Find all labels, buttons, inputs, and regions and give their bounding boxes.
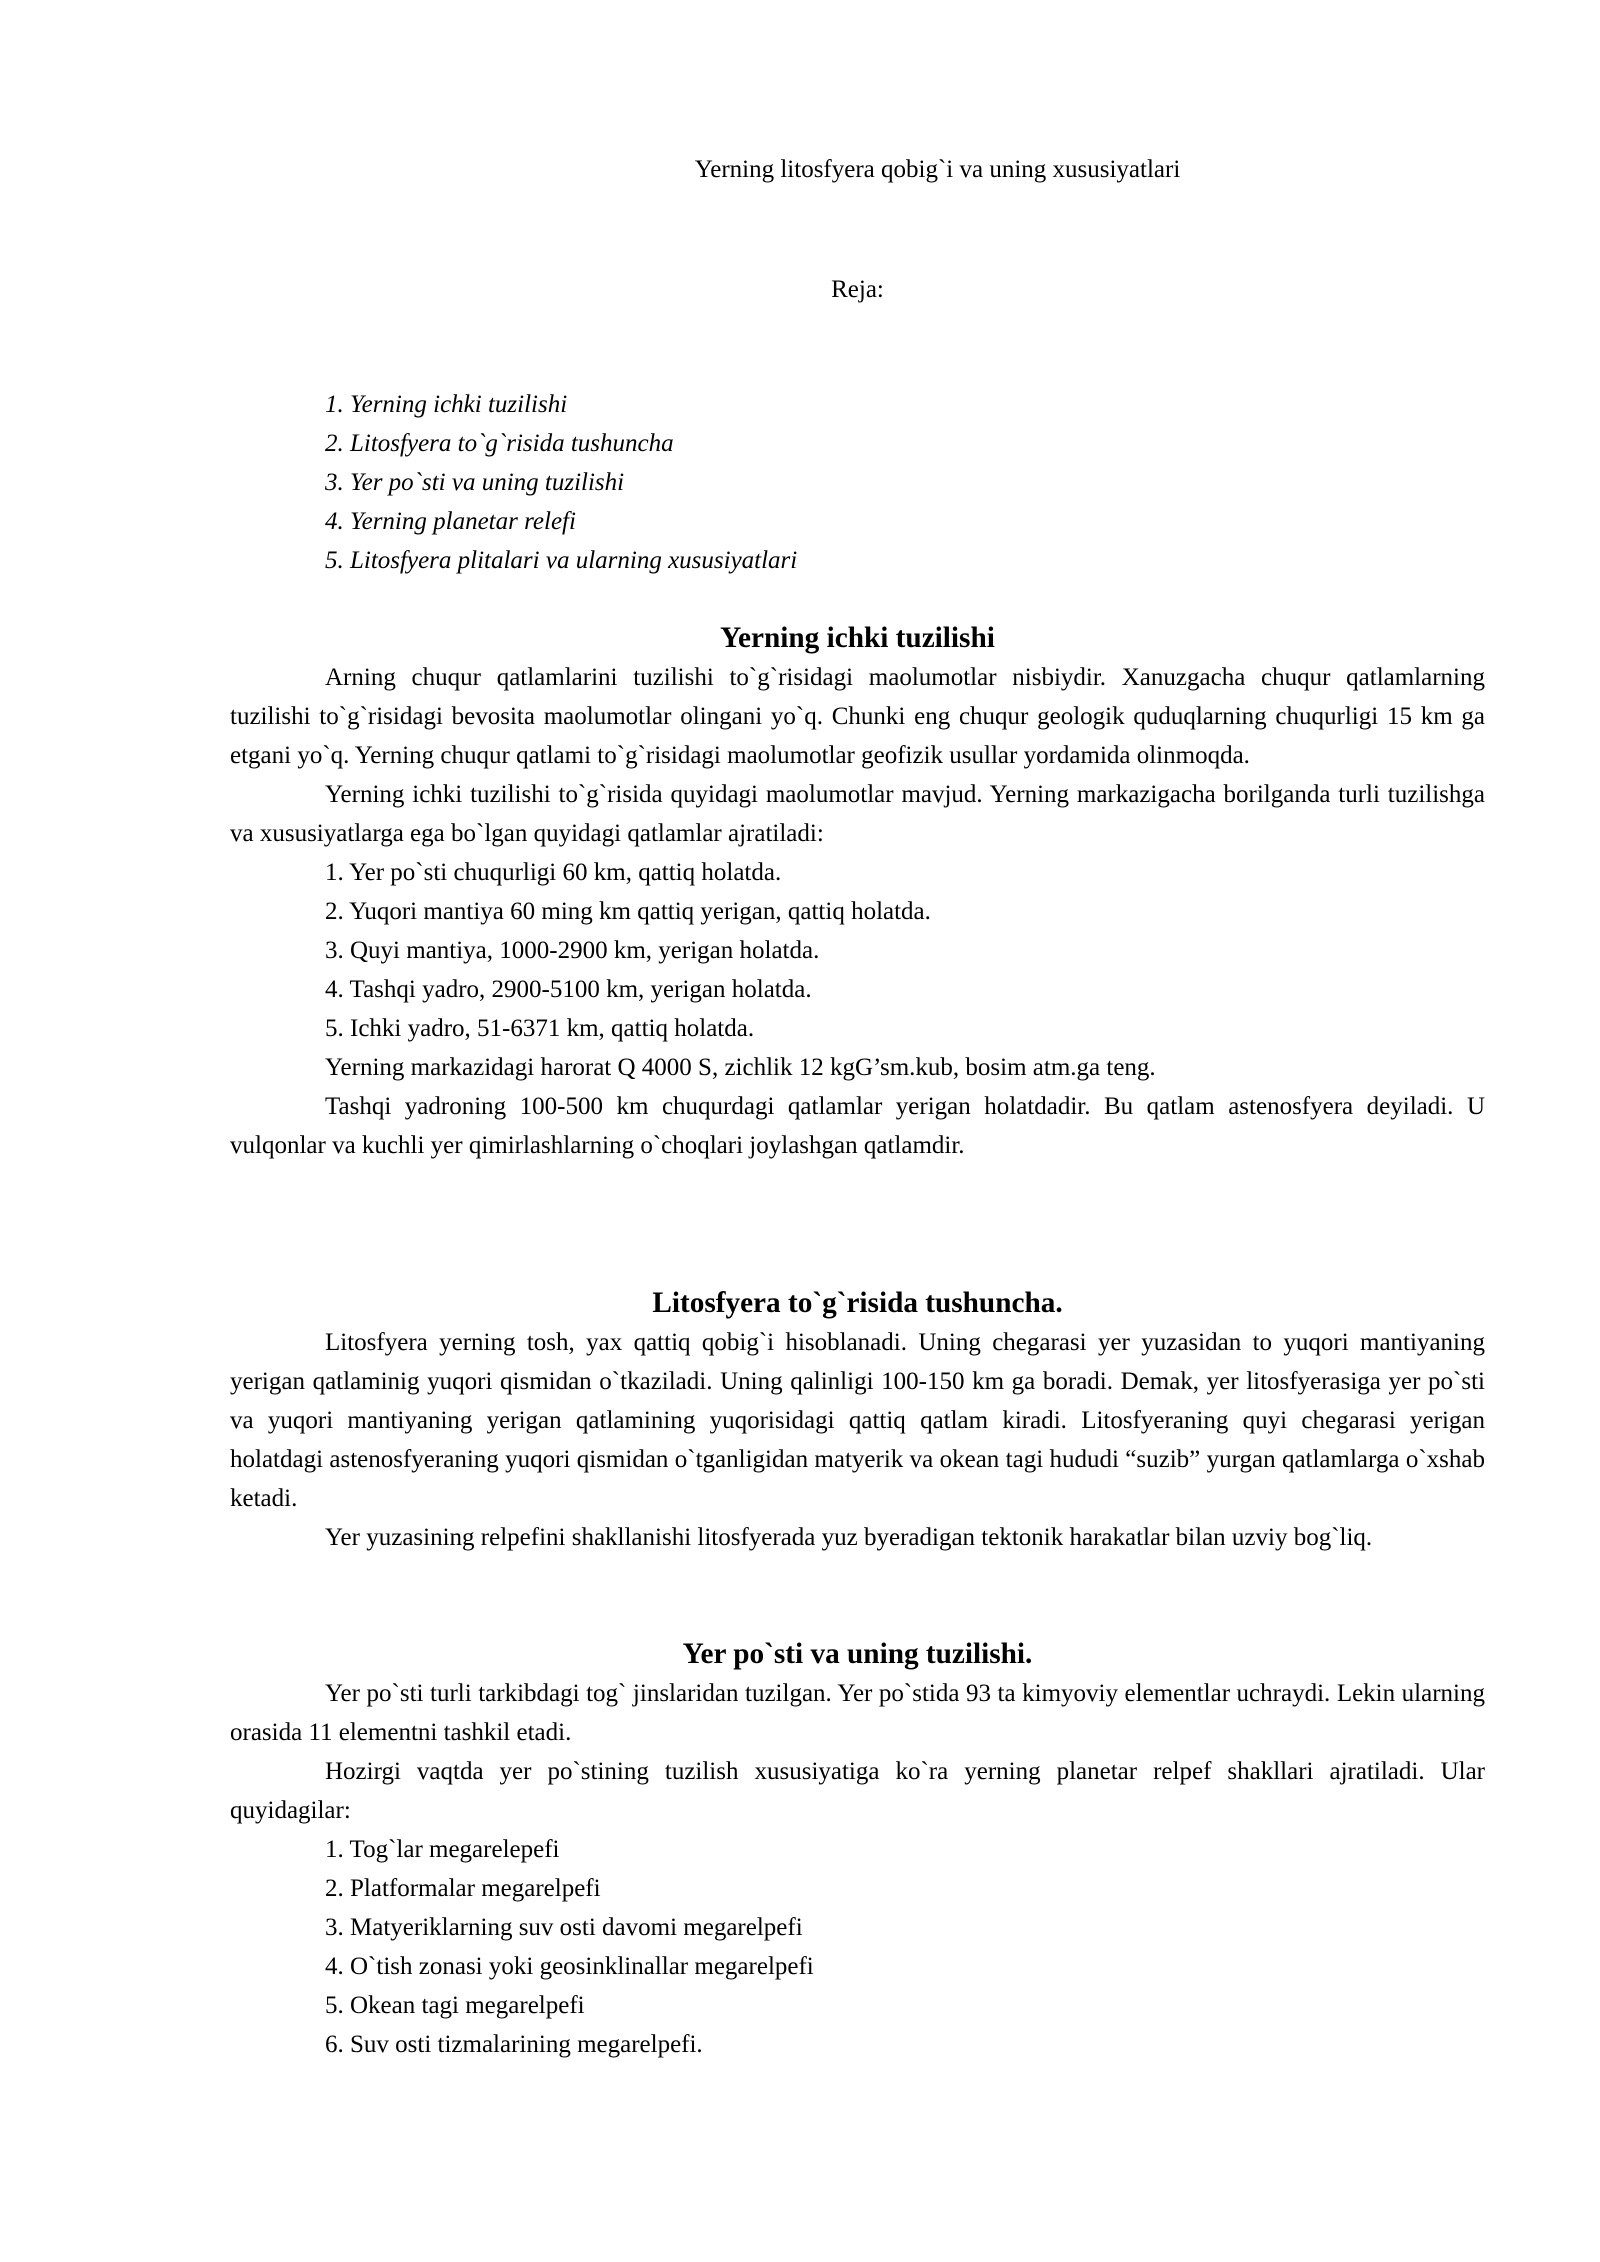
paragraph: Litosfyera yerning tosh, yax qattiq qobig`i hisoblanadi. Uning chegarasi yer yuzasidan to yuqori mantiyaning yerigan qatlaminig yuqori qismidan o`tkaziladi. Uning qalinligi 100-150 km ga boradi. Demak, yer litosfyerasiga yer po`sti va yuqori mantiyaning yerigan qatlamining yuqorisidagi qattiq qatlam kiradi. Litosfyeraning quyi chegarasi yerigan holatdagi astenosfyeraning yuqori qismidan o`tganligidan matyerik va okean tagi hududi “suzib” yurgan qatlamlarga o`xshab ketadi. <box>230 1329 1485 1512</box>
paragraph: Yerning markazidagi harorat Q 4000 S, zichlik 12 kgG’sm.kub, bosim atm.ga teng. <box>325 1054 1156 1081</box>
list-item: 5. Ichki yadro, 51-6371 km, qattiq holatda. <box>325 1015 755 1042</box>
list-item: 4. Tashqi yadro, 2900-5100 km, yerigan holatda. <box>325 976 812 1003</box>
list-item: 5. Okean tagi megarelpefi <box>325 1992 585 2019</box>
plan-item: 2. Litosfyera to`g`risida tushuncha <box>325 430 674 457</box>
paragraph: Tashqi yadroning 100-500 km chuqurdagi qatlamlar yerigan holatdadir. Bu qatlam astenosfyera deyiladi. U vulqonlar va kuchli yer qimirlashlarning o`choqlari joylashgan qatlamdir. <box>230 1093 1485 1159</box>
section-heading: Yerning ichki tuzilishi <box>720 622 995 654</box>
list-item: 3. Matyeriklarning suv osti davomi megarelpefi <box>325 1914 803 1941</box>
paragraph: Yer yuzasining relpefini shakllanishi litosfyerada yuz byeradigan tektonik harakatlar bilan uzviy bog`liq. <box>325 1524 1373 1551</box>
plan-item: 1. Yerning ichki tuzilishi <box>325 391 568 418</box>
section-lithosphere <box>230 1284 1485 1557</box>
paragraph: Arning chuqur qatlamlarini tuzilishi to`g`risidagi maolumotlar nisbiydir. Xanuzgacha chuqur qatlamlarning tuzilishi to`g`risidagi bevosita maolumotlar olingani yo`q. Chunki eng chuqur geologik quduqlarning chuqurligi 15 km ga etgani yo`q. Yerning chuqur qatlami to`g`risidagi maolumotlar geofizik usullar yordamida olinmoqda. <box>230 664 1485 769</box>
list-item: 6. Suv osti tizmalarining megarelpefi. <box>325 2031 703 2058</box>
list-item: 1. Yer po`sti chuqurligi 60 km, qattiq holatda. <box>325 859 782 886</box>
paragraph: Yer po`sti turli tarkibdagi tog` jinslaridan tuzilgan. Yer po`stida 93 ta kimyoviy elementlar uchraydi. Lekin ularning orasida 11 elementni tashkil etadi. <box>230 1680 1485 1746</box>
list-item: 3. Quyi mantiya, 1000-2900 km, yerigan holatda. <box>325 937 820 964</box>
paragraph: Hozirgi vaqtda yer po`stining tuzilish xususiyatiga ko`ra yerning planetar relpef shakllari ajratiladi. Ular quyidagilar: <box>230 1758 1485 1824</box>
list-item: 2. Yuqori mantiya 60 ming km qattiq yerigan, qattiq holatda. <box>325 898 931 925</box>
section-earth-crust <box>230 1635 1485 2064</box>
list-item: 2. Platformalar megarelpefi <box>325 1875 601 1902</box>
plan-item: 4. Yerning planetar relefi <box>325 508 576 535</box>
list-item: 1. Tog`lar megarelepefi <box>325 1836 560 1863</box>
section-internal-structure <box>230 619 1485 1165</box>
list-item: 4. O`tish zonasi yoki geosinklinallar megarelpefi <box>325 1953 814 1980</box>
relief-forms-list <box>230 1830 1485 2064</box>
plan-item: 5. Litosfyera plitalari va ularning xususiyatlari <box>325 547 798 574</box>
section-heading: Yer po`sti va uning tuzilishi. <box>682 1638 1033 1670</box>
paragraph: Yerning ichki tuzilishi to`g`risida quyidagi maolumotlar mavjud. Yerning markazigacha borilganda turli tuzilishga va xususiyatlarga ega bo`lgan quyidagi qatlamlar ajratiladi: <box>230 781 1485 847</box>
layers-list <box>230 853 1485 1048</box>
section-heading: Litosfyera to`g`risida tushuncha. <box>652 1287 1063 1319</box>
plan-item: 3. Yer po`sti va uning tuzilishi <box>325 469 625 496</box>
plan-list <box>325 385 797 580</box>
document-title: Yerning litosfyera qobig`i va uning xususiyatlari <box>694 156 1181 183</box>
plan-heading: Reja: <box>831 276 884 303</box>
